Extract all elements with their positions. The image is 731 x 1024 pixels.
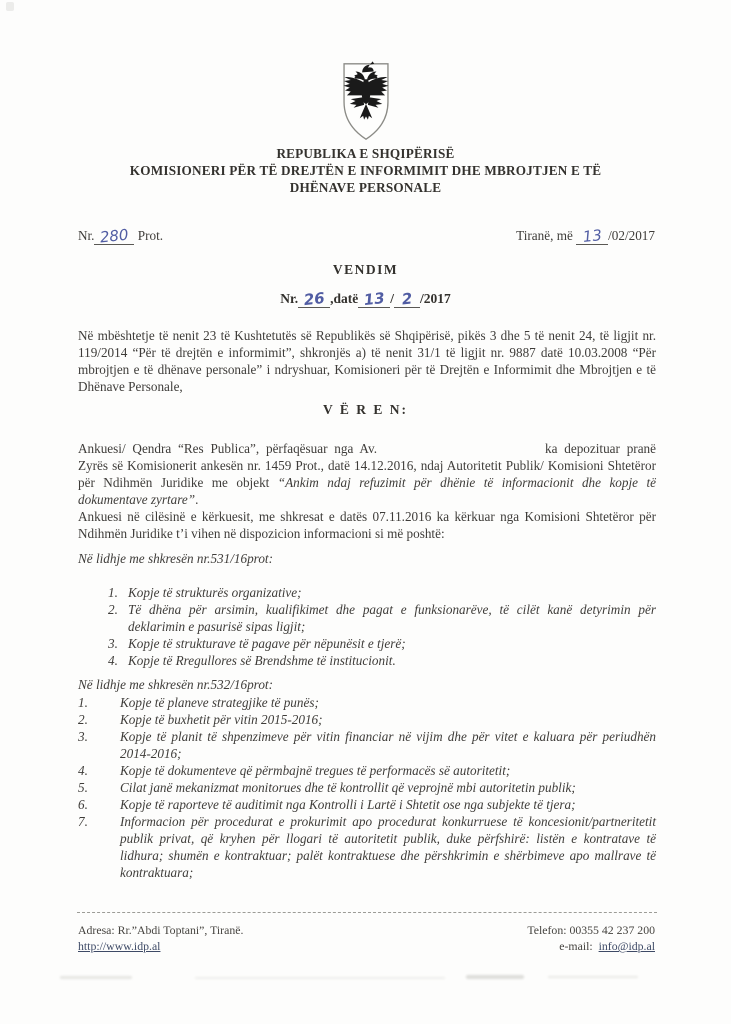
list-item <box>108 635 656 652</box>
footer-separator <box>77 912 657 913</box>
decision-month-blank <box>394 289 420 309</box>
scan-artifact <box>195 977 445 979</box>
item-text: Kopje të strukturave të pagave për nëpunësit e tjerë; <box>128 636 406 651</box>
complaint-intro-before-gap: Ankuesi/ Qendra “Res Publica”, përfaqësuar nga Av. <box>78 441 377 456</box>
scan-artifact <box>6 2 14 11</box>
item-number: 4. <box>108 653 118 668</box>
item-number: 2. <box>108 602 118 617</box>
list-item <box>78 762 656 779</box>
item-number: 6. <box>78 797 88 812</box>
protocol-number-blank <box>94 225 134 247</box>
albania-coat-of-arms-icon <box>337 60 395 149</box>
decision-day-blank <box>358 288 390 310</box>
email-link[interactable]: info@idp.al <box>598 939 655 953</box>
item-text: Cilat janë mekanizmat monitorues dhe të kontrollit që veprojnë mbi autoritetin publik; <box>120 780 576 795</box>
decision-date-label: ,datë <box>330 291 359 306</box>
letter2-request-list <box>78 694 656 881</box>
scan-artifact <box>60 976 132 979</box>
decision-number-date-line <box>0 288 731 310</box>
item-text: Kopje të Rregullores së Brendshme të institucionit. <box>128 653 396 668</box>
footer-address: Adresa: Rr.”Abdi Toptani”, Tiranë. <box>78 923 244 937</box>
list-item <box>78 694 656 711</box>
document-header <box>0 145 731 196</box>
decision-date-separator: / <box>390 291 394 306</box>
decision-month-handwritten: 2 <box>400 289 413 309</box>
item-text: Kopje të buxhetit për vitin 2015-2016; <box>120 712 323 727</box>
redacted-name-gap <box>377 452 545 453</box>
item-text: Kopje të planeve strategjike të punës; <box>120 695 319 710</box>
footer-contact-block <box>527 922 655 954</box>
republic-title: REPUBLIKA E SHQIPËRISË <box>276 146 455 161</box>
veren-heading: V Ë R E N: <box>322 402 408 417</box>
item-number: 5. <box>78 780 88 795</box>
protocol-row <box>78 225 655 247</box>
item-text: Kopje të strukturës organizative; <box>128 585 302 600</box>
footer <box>78 922 655 954</box>
complaint-intro-after-gap: ka depozituar pranë Zyrës së Komisionerit ankesën nr. 1459 Prot., datë 14.12.2016, ndaj Autoritetit Publik/ Komisioni Shtetëror për Ndihmën Juridike me objekt <box>78 441 656 490</box>
prot-label: Prot. <box>137 228 164 243</box>
list-item <box>78 711 656 728</box>
list-item <box>108 584 656 601</box>
item-number: 3. <box>78 729 88 744</box>
legal-basis-paragraph: Në mbështetje të nenit 23 të Kushtetutës së Republikës së Shqipërisë, pikës 3 dhe 5 të nenit 24, të ligjit nr. 119/2014 “Për të drejtën e informimit”, shkronjës a) të nenit 31/1 të ligjit nr. 9887 datë 10.03.2008 “Për mbrojtjen e të dhënave personale” i ndryshuar, Komisioneri për të Drejtën e Informimit dhe Mbrojtjen e të Dhënave Personale, <box>78 328 656 394</box>
list-item <box>78 813 656 881</box>
footer-address-block <box>78 922 243 954</box>
decision-title: VENDIM <box>332 262 399 277</box>
item-number: 3. <box>108 636 118 651</box>
email-label: e-mail: <box>559 939 593 953</box>
item-text: Kopje të raporteve të auditimit nga Kontrolli i Lartë i Shtetit ose nga subjekte të tjera; <box>120 797 576 812</box>
month-year-text: /02/2017 <box>608 228 655 243</box>
list-item <box>78 779 656 796</box>
scan-artifact <box>466 975 524 979</box>
item-text: Të dhëna për arsimin, kualifikimet dhe pagat e funksionarëve, të cilët kanë detyrimin për deklarimin e pasurisë sipas ligjit; <box>128 602 656 634</box>
protocol-number-handwritten: 280 <box>99 225 130 247</box>
list-item <box>78 728 656 762</box>
item-number: 1. <box>78 695 88 710</box>
place-date-label: Tiranë, më <box>516 228 573 243</box>
complaint-intro <box>78 440 656 508</box>
scan-artifact <box>548 976 638 978</box>
item-number: 7. <box>78 814 88 829</box>
decision-nr-handwritten: 26 <box>302 288 326 310</box>
decision-day-handwritten: 13 <box>362 288 386 310</box>
item-number: 2. <box>78 712 88 727</box>
day-blank <box>576 226 608 246</box>
website-link[interactable]: http://www.idp.al <box>78 939 161 953</box>
list-item <box>108 652 656 669</box>
item-text: Kopje të dokumenteve që përmbajnë tregues të performacës së autoritetit; <box>120 763 511 778</box>
item-number: 4. <box>78 763 88 778</box>
list-item <box>108 601 656 635</box>
institution-title-line2: DHËNAVE PERSONALE <box>289 180 442 195</box>
item-number: 1. <box>108 585 118 600</box>
protocol-number-field <box>78 225 164 247</box>
decision-year-text: /2017 <box>420 291 451 306</box>
complaint-paragraph <box>78 440 656 542</box>
nr-label: Nr. <box>78 228 95 243</box>
day-handwritten: 13 <box>581 226 603 246</box>
footer-phone: Telefon: 00355 42 237 200 <box>527 923 655 937</box>
letter1-request-list <box>78 584 656 669</box>
complaint-object-quote: “Ankim ndaj refuzimit për dhënie të informacionit dhe kopje të dokumentave zyrtare” <box>78 475 656 507</box>
decision-nr-blank <box>298 288 330 310</box>
place-date-field <box>516 228 655 245</box>
complaint-object-period: . <box>195 492 199 507</box>
decision-nr-label: Nr. <box>280 291 299 306</box>
item-text: Informacion për procedurat e prokurimit apo procedurat konkurruese të koncesionit/partneritetit publik privat, që kryhen për llogari të autoritetit publik, duke përfshirë: listën e kontratave të lidhura; shumën e kontraktuar; palët kontraktuese dhe përshkrimin e shërbimeve apo mallrave të kontraktuara; <box>120 814 656 880</box>
list-item <box>78 796 656 813</box>
complaint-request-line: Ankuesi në cilësinë e kërkuesit, me shkresat e datës 07.11.2016 ka kërkuar nga Komisioni Shtetëror për Ndihmën Juridike t’i vihen në dispozicion informacioni si më poshtë: <box>78 509 656 541</box>
letter1-heading: Në lidhje me shkresën nr.531/16prot: <box>78 551 273 566</box>
institution-title-line1: KOMISIONERI PËR TË DREJTËN E INFORMIMIT DHE MBROJTJEN E TË <box>129 163 602 178</box>
letter2-heading: Në lidhje me shkresën nr.532/16prot: <box>78 677 273 692</box>
item-text: Kopje të planit të shpenzimeve për vitin financiar në vijim dhe për vitet e kaluara për periudhën 2014-2016; <box>120 729 656 761</box>
